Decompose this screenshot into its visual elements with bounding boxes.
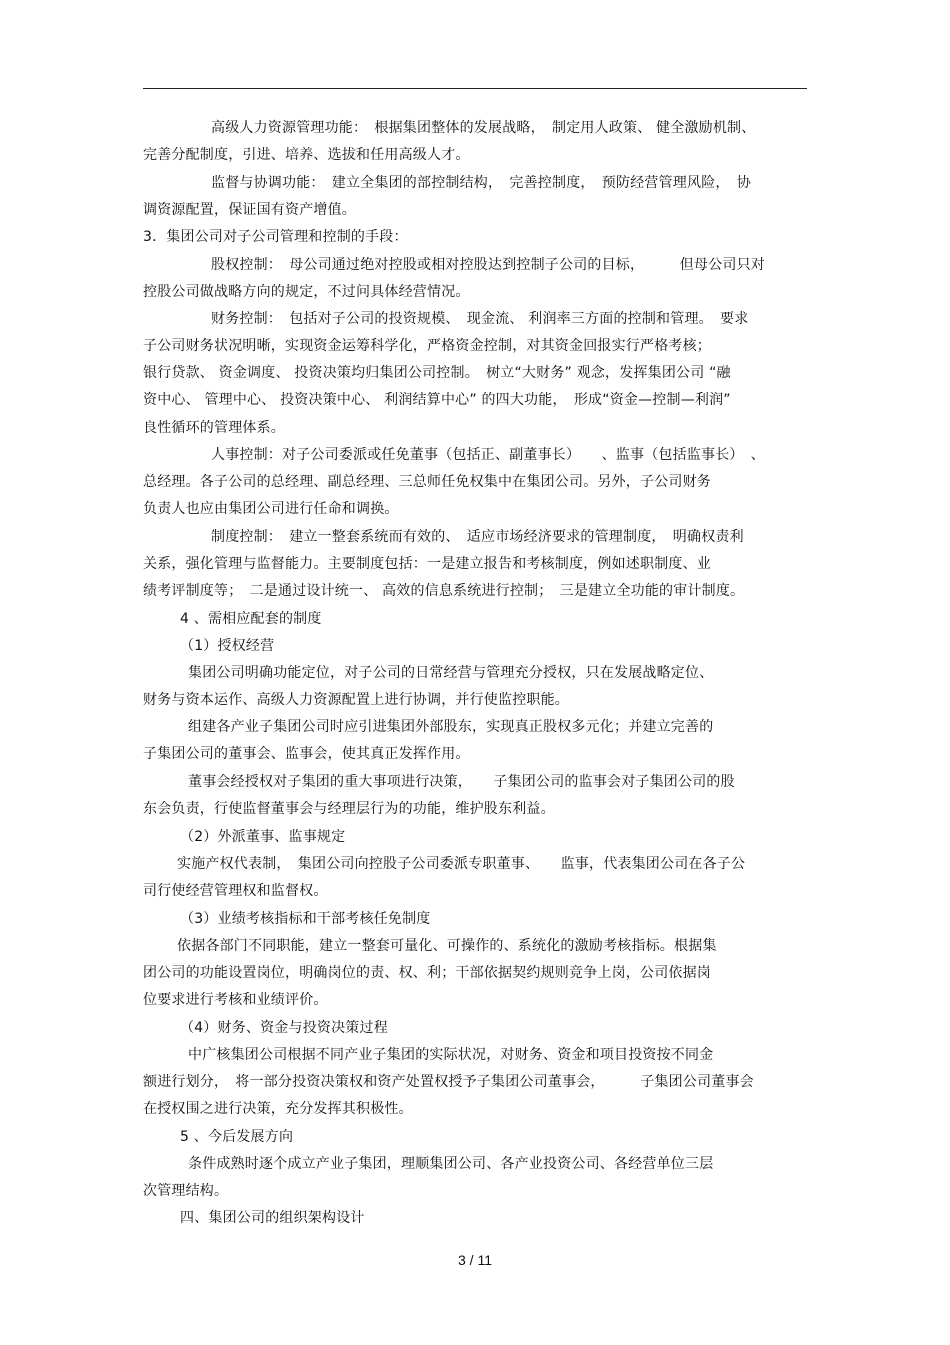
text-line: 银行贷款、 资金调度、 投资决策均归集团公司控制。 树立“大财务” 观念，发挥集团公司 “融	[143, 365, 731, 381]
text-line: 控股公司做战略方向的规定，不过问具体经营情况。	[143, 284, 470, 300]
text-line: 财务控制： 包括对子公司的投资规模、 现金流、 利润率三方面的控制和管理。 要求	[211, 311, 749, 327]
text-line: 子集团公司的董事会、监事会，使其真正发挥作用。	[143, 746, 470, 762]
text-line: 子公司财务状况明晰，实现资金运筹科学化，严格资金控制，对其资金回报实行严格考核；	[143, 338, 711, 354]
text-line: 实施产权代表制， 集团公司向控股子公司委派专职董事、 监事，代表集团公司在各子公	[177, 856, 746, 872]
text-line: 额进行划分， 将一部分投资决策权和资产处置权授予子集团公司董事会， 子集团公司董事会	[143, 1074, 754, 1090]
page-number: 3 / 11	[458, 1252, 492, 1268]
subsection-heading: （2）外派董事、监事规定	[180, 829, 346, 845]
text-line: 在授权围之进行决策，充分发挥其积极性。	[143, 1101, 413, 1117]
text-line: 次管理结构。	[143, 1183, 229, 1199]
text-line: 团公司的功能设置岗位，明确岗位的责、权、利；干部依据契约规则竞争上岗，公司依据岗	[143, 965, 711, 981]
text-line: 调资源配置，保证国有资产增值。	[143, 202, 356, 218]
text-line: 良性循环的管理体系。	[143, 420, 285, 436]
subsection-heading: （3）业绩考核指标和干部考核任免制度	[180, 911, 431, 927]
text-line: 条件成熟时逐个成立产业子集团，理顺集团公司、各产业投资公司、各经营单位三层	[188, 1156, 714, 1172]
text-line: 制度控制： 建立一整套系统而有效的、 适应市场经济要求的管理制度， 明确权责利	[211, 529, 744, 545]
text-line: 高级人力资源管理功能： 根据集团整体的发展战略， 制定用人政策、 健全激励机制、	[211, 120, 756, 136]
text-line: 位要求进行考核和业绩评价。	[143, 992, 328, 1008]
text-line: 中广核集团公司根据不同产业子集团的实际状况，对财务、资金和项目投资按不同金	[188, 1047, 714, 1063]
text-line: 负责人也应由集团公司进行任命和调换。	[143, 501, 399, 517]
section-heading: 5 、今后发展方向	[180, 1129, 294, 1145]
text-line: 财务与资本运作、高级人力资源配置上进行协调，并行使监控职能。	[143, 692, 569, 708]
text-line: 董事会经授权对子集团的重大事项进行决策， 子集团公司的监事会对子集团公司的股	[188, 774, 735, 790]
section-heading: 3．集团公司对子公司管理和控制的手段：	[143, 229, 408, 245]
text-line: 监督与协调功能： 建立全集团的部控制结构， 完善控制度， 预防经营管理风险， 协	[211, 175, 751, 191]
text-line: 司行使经营管理权和监督权。	[143, 883, 328, 899]
text-line: 关系，强化管理与监督能力。主要制度包括：一是建立报告和考核制度，例如述职制度、业	[143, 556, 711, 572]
subsection-heading: （1）授权经营	[180, 638, 275, 654]
text-line: 人事控制：对子公司委派或任免董事（包括正、副董事长） 、监事（包括监事长） 、	[211, 447, 765, 463]
text-line: 资中心、 管理中心、 投资决策中心、 利润结算中心” 的四大功能， 形成“资金—控制—利润”	[143, 392, 731, 408]
text-line: 依据各部门不同职能，建立一整套可量化、可操作的、系统化的激励考核指标。根据集	[177, 938, 717, 954]
section-heading: 四、集团公司的组织架构设计	[180, 1210, 365, 1226]
text-line: 总经理。各子公司的总经理、副总经理、三总师任免权集中在集团公司。另外，子公司财务	[143, 474, 711, 490]
subsection-heading: （4）财务、资金与投资决策过程	[180, 1020, 388, 1036]
header-rule	[143, 88, 807, 89]
text-line: 绩考评制度等； 二是通过设计统一、 高效的信息系统进行控制； 三是建立全功能的审计制度。	[143, 583, 745, 599]
text-line: 股权控制： 母公司通过绝对控股或相对控股达到控制子公司的目标， 但母公司只对	[211, 257, 765, 273]
text-line: 组建各产业子集团公司时应引进集团外部股东，实现真正股权多元化；并建立完善的	[188, 719, 714, 735]
text-line: 集团公司明确功能定位，对子公司的日常经营与管理充分授权，只在发展战略定位、	[188, 665, 714, 681]
text-line: 完善分配制度，引进、培养、选拔和任用高级人才。	[143, 147, 470, 163]
text-line: 东会负责，行使监督董事会与经理层行为的功能，维护股东利益。	[143, 801, 555, 817]
section-heading: 4 、需相应配套的制度	[180, 611, 322, 627]
